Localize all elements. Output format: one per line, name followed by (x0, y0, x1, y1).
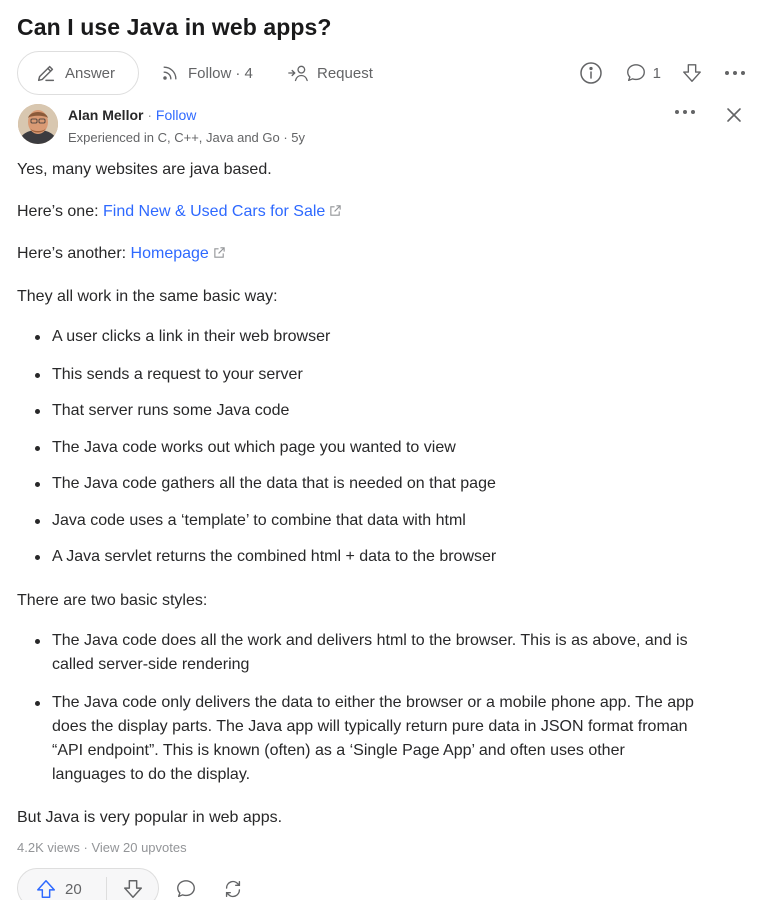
list-item: The Java code works out which page you wanted to view (35, 436, 725, 460)
question-action-bar (17, 51, 747, 95)
comment-count: 1 (652, 64, 661, 82)
dismiss-answer-button[interactable] (726, 107, 742, 123)
follow-count: · 4 (235, 64, 253, 82)
question-secondary-actions (579, 51, 747, 95)
request-label: Request (317, 64, 373, 82)
follow-label: Follow (188, 64, 232, 82)
paragraph-text: Here’s another: (17, 245, 131, 262)
list-item: The Java code only delivers the data to either the browser or a mobile phone app. The app does the display parts. The Java app will typically return pure data in JSON format froman “API endpoint”. This is known (often) as a ‘Single Page App’ and often uses other languages to do the display. (35, 691, 695, 787)
answer-paragraph: There are two basic styles: (17, 592, 208, 609)
avatar[interactable] (18, 104, 58, 144)
close-icon (726, 107, 742, 123)
answer-stats (17, 840, 187, 855)
view-upvotes-link[interactable]: · View 20 upvotes (83, 840, 187, 855)
answer-paragraph: But Java is very popular in web apps. (17, 809, 283, 826)
pencil-icon (35, 62, 57, 84)
comment-icon (175, 878, 197, 900)
external-link-icon (213, 243, 226, 267)
rss-follow-icon (160, 63, 180, 83)
info-icon (579, 61, 603, 85)
external-link[interactable]: Homepage (130, 245, 209, 262)
vote-pill (17, 868, 159, 900)
list-item: A user clicks a link in their web browser (35, 325, 725, 349)
share-button[interactable] (222, 878, 244, 900)
answer-button[interactable] (17, 51, 139, 95)
share-icon (222, 878, 244, 900)
author-name[interactable]: Alan Mellor (68, 107, 144, 123)
upvote-button[interactable] (35, 878, 82, 900)
comment-button[interactable] (625, 62, 661, 84)
view-count: 4.2K views (17, 840, 80, 855)
list-item: The Java code does all the work and delivers html to the browser. This is as above, and is called server-side rendering (35, 629, 695, 677)
more-dots-icon (674, 108, 696, 116)
list-item: A Java servlet returns the combined html + data to the browser (35, 545, 725, 569)
answer-paragraph: Yes, many websites are java based. (17, 161, 272, 178)
downvote-icon (122, 878, 144, 900)
answer-age[interactable]: · 5y (283, 130, 306, 145)
answer-author-header (18, 102, 748, 150)
list-item: This sends a request to your server (35, 363, 725, 387)
answer-more-button[interactable] (674, 108, 696, 116)
downvote-button[interactable] (122, 878, 144, 900)
more-options-button[interactable] (723, 69, 747, 77)
answer-label: Answer (65, 64, 116, 82)
comment-icon (625, 62, 647, 84)
more-dots-icon (723, 69, 747, 77)
author-name-line (68, 107, 196, 123)
follow-question-button[interactable] (160, 51, 253, 95)
credential-text[interactable]: Experienced in C, C++, Java and Go (68, 130, 280, 145)
answer-paragraph (17, 242, 717, 267)
downvote-icon (681, 62, 703, 84)
paragraph-text: Here’s one: (17, 203, 103, 220)
request-button[interactable] (287, 51, 373, 95)
vote-divider (106, 877, 107, 900)
upvote-count: 20 (65, 880, 82, 898)
question-title: Can I use Java in web apps? (17, 14, 332, 40)
comment-answer-button[interactable] (175, 878, 197, 900)
list-item: Java code uses a ‘template’ to combine that data with html (35, 509, 725, 533)
upvote-icon (35, 878, 57, 900)
external-link[interactable]: Find New & Used Cars for Sale (102, 203, 326, 220)
answer-action-bar (17, 868, 757, 900)
author-credential (68, 130, 305, 145)
answer-paragraph: They all work in the same basic way: (17, 288, 278, 305)
follow-author-link[interactable]: Follow (155, 107, 197, 123)
answer-paragraph (17, 200, 717, 225)
info-button[interactable] (579, 61, 603, 85)
downvote-question-button[interactable] (681, 62, 703, 84)
external-link-icon (329, 201, 342, 225)
author-separator: · (147, 107, 153, 123)
list-item: The Java code gathers all the data that is needed on that page (35, 472, 725, 496)
list-item: That server runs some Java code (35, 399, 725, 423)
request-user-icon (287, 63, 309, 83)
